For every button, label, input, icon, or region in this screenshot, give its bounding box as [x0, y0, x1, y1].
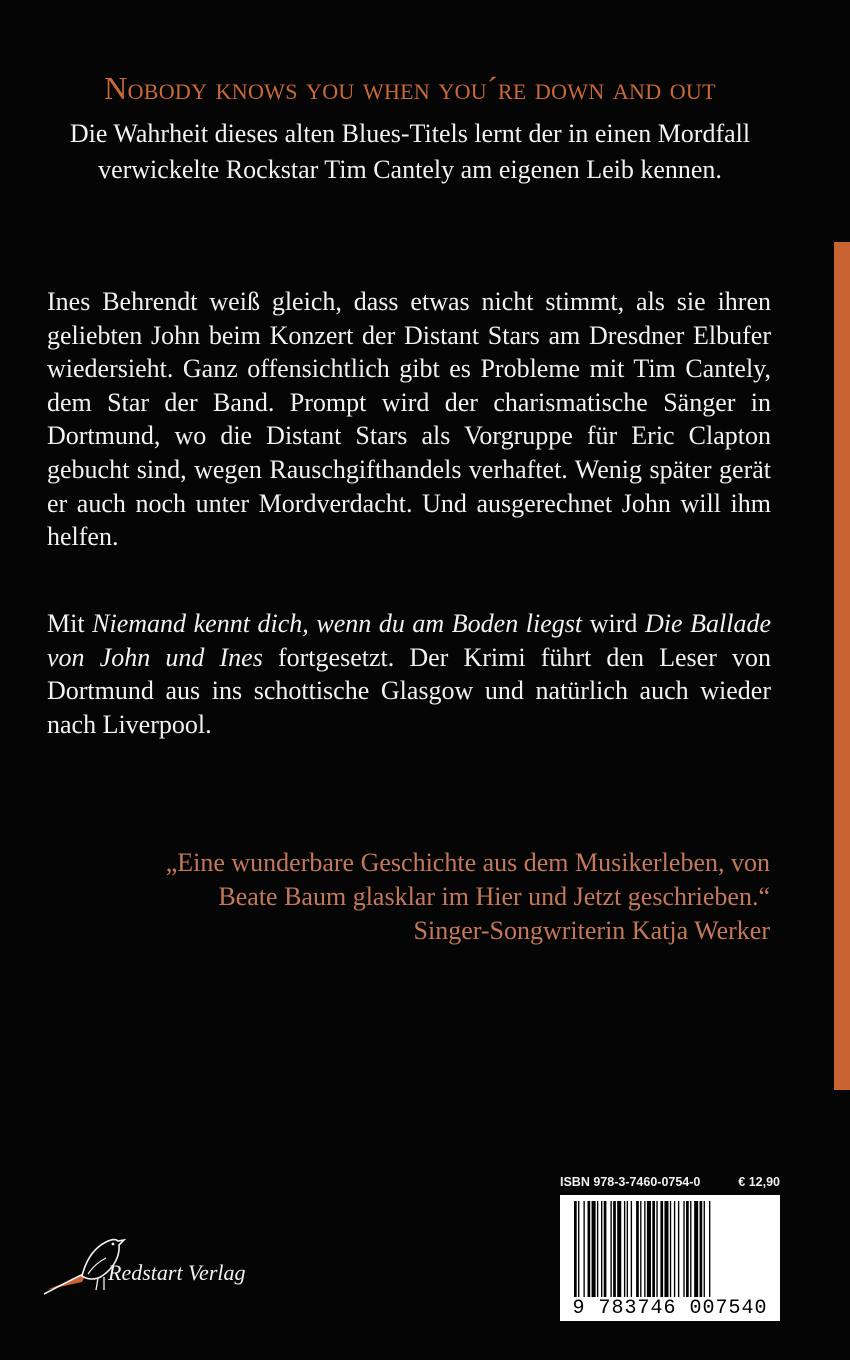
barcode-graphic [560, 1195, 780, 1321]
barcode-bar [627, 1201, 628, 1297]
barcode-bar [604, 1201, 607, 1297]
barcode-bar [597, 1201, 598, 1297]
isbn-label [560, 1175, 780, 1189]
barcode-bar [631, 1201, 632, 1297]
barcode-bar [647, 1201, 651, 1297]
series-text-3: fortgesetzt. Der Krimi führt den Leser von Dortmund aus ins schottische Glasgow und natürlich auch wieder nach Liverpool. [47, 642, 771, 739]
barcode-bar [709, 1201, 710, 1297]
barcode-bar [640, 1201, 641, 1297]
barcode-bar [660, 1201, 663, 1297]
series-text-1: Mit [47, 609, 93, 638]
barcode-bar [674, 1201, 675, 1297]
barcode-bar [613, 1201, 616, 1297]
barcode-bar [624, 1201, 625, 1297]
barcode-bar [601, 1201, 602, 1297]
series-title: Die Ballade von John und Ines [47, 609, 771, 672]
barcode-digits: 9 783746 007540 [572, 1297, 768, 1320]
barcode-bar [583, 1201, 584, 1297]
series-paragraph [47, 607, 771, 741]
quote-line-1: „Eine wunderbare Geschichte aus dem Musikerleben, von [165, 848, 770, 877]
blurb-paragraph: Ines Behrendt weiß gleich, dass etwas nicht stimmt, als sie ihren geliebten John beim Konzert der Distant Stars am Dresdner Elbufer wiedersieht. Ganz offensichtlich gibt es Probleme mit Tim Cantely, dem Star der Band. Prompt wird der charismatische Sänger in Dortmund, wo die Distant Stars als Vorgruppe für Eric Clapton gebucht sind, wegen Rauschgifthandels verhaftet. Wenig später gerät er auch noch unter Mordverdacht. Und ausgerechnet John will ihm helfen. [47, 287, 771, 552]
barcode-bar [686, 1201, 689, 1297]
barcode-bar [588, 1201, 591, 1297]
series-text-2: wird [582, 609, 645, 638]
review-quote [70, 846, 770, 948]
barcode-bar [678, 1201, 679, 1297]
barcode-bar [592, 1201, 596, 1297]
barcode-bar [652, 1201, 655, 1297]
book-title: Niemand kennt dich, wenn du am Boden liegst [92, 609, 583, 638]
barcode-bar [670, 1201, 671, 1297]
barcode-bar [694, 1201, 698, 1297]
isbn-number: ISBN 978-3-7460-0754-0 [560, 1175, 701, 1189]
barcode-bar [644, 1201, 645, 1297]
headline: Nobody knows you when you´re down and out [104, 70, 716, 106]
barcode-bar [610, 1201, 611, 1297]
barcode-bar [690, 1201, 691, 1297]
publisher-name: Redstart Verlag [108, 1260, 246, 1285]
barcode-bar [683, 1201, 684, 1297]
barcode-bar [617, 1201, 621, 1297]
barcode-bar [574, 1201, 577, 1297]
barcode-bar [656, 1201, 657, 1297]
price: € 12,90 [738, 1175, 780, 1189]
barcode-bar [636, 1201, 639, 1297]
isbn-barcode [560, 1175, 780, 1323]
barcode-bar [578, 1201, 579, 1297]
quote-line-2: Beate Baum glasklar im Hier und Jetzt geschrieben.“ [218, 882, 770, 911]
intro-text: Die Wahrheit dieses alten Blues-Titels lernt der in einen Mordfall verwickelte Rockstar Tim Cantely am eigenen Leib kennen. [69, 119, 751, 184]
barcode-bar [704, 1201, 705, 1297]
barcode-bar [700, 1201, 703, 1297]
spine-edge [834, 242, 850, 1090]
quote-attribution: Singer-Songwriterin Katja Werker [413, 916, 770, 945]
barcode-bar [664, 1201, 668, 1297]
